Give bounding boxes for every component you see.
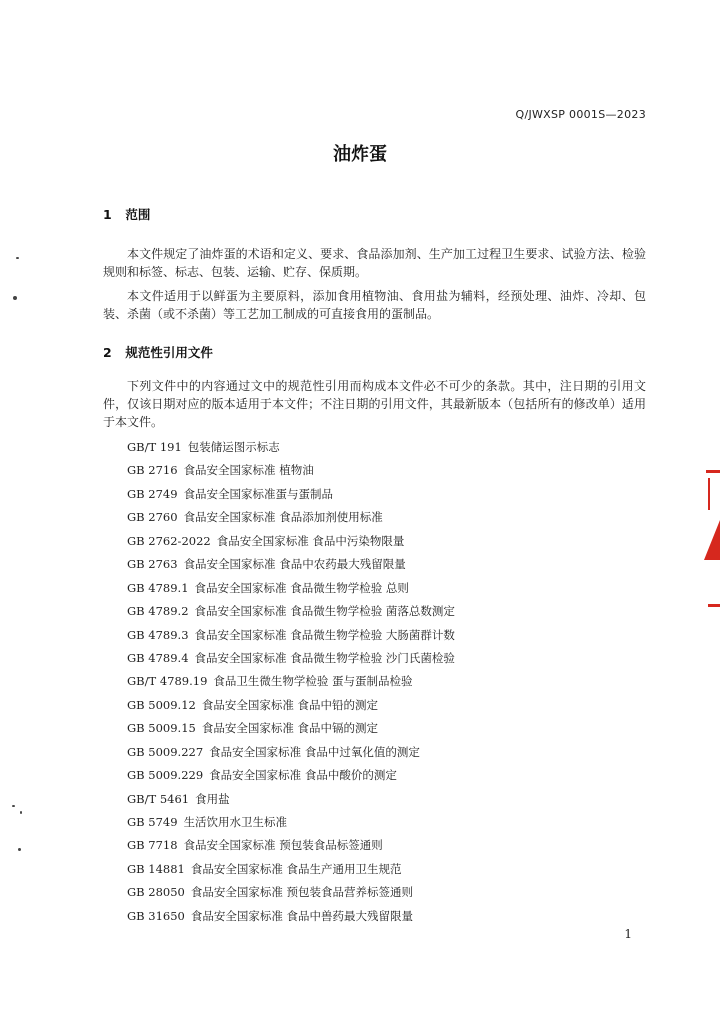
reference-code: GB 4789.3: [127, 627, 189, 642]
reference-item: [127, 506, 647, 529]
section-heading-normative-references: [103, 343, 213, 361]
reference-code: GB 28050: [127, 885, 185, 900]
reference-code: GB 4789.2: [127, 604, 189, 619]
reference-item: [127, 905, 647, 928]
stamp-edge-mark: [704, 520, 720, 560]
reference-item: [127, 834, 647, 857]
reference-title: 食品安全国家标准 食品中兽药最大残留限量: [190, 908, 414, 923]
reference-title: 食品安全国家标准 食品生产通用卫生规范: [190, 861, 402, 876]
reference-title: 包装储运图示标志: [187, 440, 280, 454]
scope-paragraph-2: 本文件适用于以鲜蛋为主要原料，添加食用植物油、食用盐为辅料，经预处理、油炸、冷却、包装、杀菌（或不杀菌）等工艺加工制成的可直接食用的蛋制品。: [103, 289, 646, 321]
reference-item: [127, 811, 647, 834]
reference-item: [127, 858, 647, 881]
document-title: 油炸蛋: [333, 144, 387, 165]
page-number: 1: [624, 927, 632, 941]
reference-item: [127, 483, 647, 506]
stamp-edge-mark: [708, 604, 720, 607]
reference-title: 食品安全国家标准 食品添加剂使用标准: [183, 510, 383, 525]
reference-title: 食品安全国家标准 植物油: [183, 463, 314, 478]
reference-item: [127, 459, 647, 482]
reference-code: GB 5009.227: [127, 744, 204, 759]
reference-code: GB 5009.229: [127, 768, 204, 783]
reference-code: GB 4789.1: [127, 580, 189, 595]
scan-speck: [20, 811, 22, 814]
scan-speck: [18, 848, 21, 851]
reference-title: 食品安全国家标准 食品微生物学检验 大肠菌群计数: [194, 627, 455, 642]
reference-code: GB 4789.4: [127, 650, 189, 665]
reference-title: 食品安全国家标准蛋与蛋制品: [183, 486, 334, 501]
reference-item: [127, 553, 647, 576]
reference-item: [127, 670, 647, 693]
reference-title: 食品安全国家标准 食品微生物学检验 沙门氏菌检验: [194, 650, 455, 665]
reference-title: 食品安全国家标准 食品微生物学检验 菌落总数测定: [194, 604, 455, 619]
reference-title: 食品安全国家标准 预包装食品标签通则: [183, 838, 383, 853]
stamp-edge-mark: [708, 478, 720, 510]
reference-code: GB/T 191: [127, 440, 182, 454]
references-intro-paragraph: 下列文件中的内容通过文中的规范性引用而构成本文件必不可少的条款。其中，注日期的引用文件，仅该日期对应的版本适用于本文件；不注日期的引用文件，其最新版本（包括所有的修改单）适用于本文件。: [103, 379, 646, 429]
reference-item: [127, 881, 647, 904]
reference-code: GB 2749: [127, 486, 178, 501]
reference-item: [127, 741, 647, 764]
reference-item: [127, 624, 647, 647]
reference-code: GB 5009.12: [127, 697, 196, 712]
reference-code: GB/T 5461: [127, 791, 190, 806]
reference-title: 食品安全国家标准 食品中镉的测定: [201, 721, 379, 736]
reference-item: [127, 694, 647, 717]
reference-list: [127, 436, 647, 928]
reference-item: [127, 577, 647, 600]
scan-speck: [13, 296, 17, 300]
reference-title: 食品安全国家标准 预包装食品营养标签通则: [190, 885, 414, 900]
reference-item: [127, 530, 647, 553]
section-title: 规范性引用文件: [125, 345, 213, 360]
section-title: 范围: [125, 207, 151, 222]
reference-title: 食品安全国家标准 食品中污染物限量: [216, 533, 405, 548]
reference-code: GB/T 4789.19: [127, 674, 208, 689]
reference-title: 食品安全国家标准 食品中农药最大残留限量: [183, 557, 406, 572]
reference-item: [127, 764, 647, 787]
reference-code: GB 2762-2022: [127, 533, 211, 548]
scan-speck: [12, 805, 15, 807]
reference-code: GB 31650: [127, 908, 185, 923]
stamp-edge-mark: [706, 470, 720, 473]
reference-item: [127, 436, 647, 459]
reference-title: 食品安全国家标准 食品中酸价的测定: [209, 768, 397, 783]
reference-code: GB 2763: [127, 557, 178, 572]
scan-speck: [16, 257, 19, 259]
reference-code: GB 7718: [127, 838, 178, 853]
reference-title: 食品安全国家标准 食品中过氧化值的测定: [209, 744, 420, 759]
reference-code: GB 5009.15: [127, 721, 196, 736]
reference-title: 食品安全国家标准 食品中铅的测定: [201, 697, 379, 712]
document-code: Q/JWXSP 0001S—2023: [515, 108, 646, 121]
reference-item: [127, 647, 647, 670]
scope-paragraph-1: 本文件规定了油炸蛋的术语和定义、要求、食品添加剂、生产加工过程卫生要求、试验方法、检验规则和标签、标志、包装、运输、贮存、保质期。: [103, 247, 646, 279]
reference-item: [127, 788, 647, 811]
reference-title: 食用盐: [195, 791, 230, 806]
reference-code: GB 2760: [127, 510, 178, 525]
reference-title: 生活饮用水卫生标准: [183, 815, 288, 829]
section-number: 2: [103, 345, 112, 360]
reference-code: GB 5749: [127, 815, 178, 829]
reference-code: GB 2716: [127, 463, 178, 478]
reference-item: [127, 717, 647, 740]
reference-title: 食品卫生微生物学检验 蛋与蛋制品检验: [213, 674, 413, 689]
section-heading-scope: [103, 205, 150, 223]
reference-title: 食品安全国家标准 食品微生物学检验 总则: [194, 580, 409, 595]
section-number: 1: [103, 207, 112, 222]
reference-item: [127, 600, 647, 623]
reference-code: GB 14881: [127, 861, 185, 876]
